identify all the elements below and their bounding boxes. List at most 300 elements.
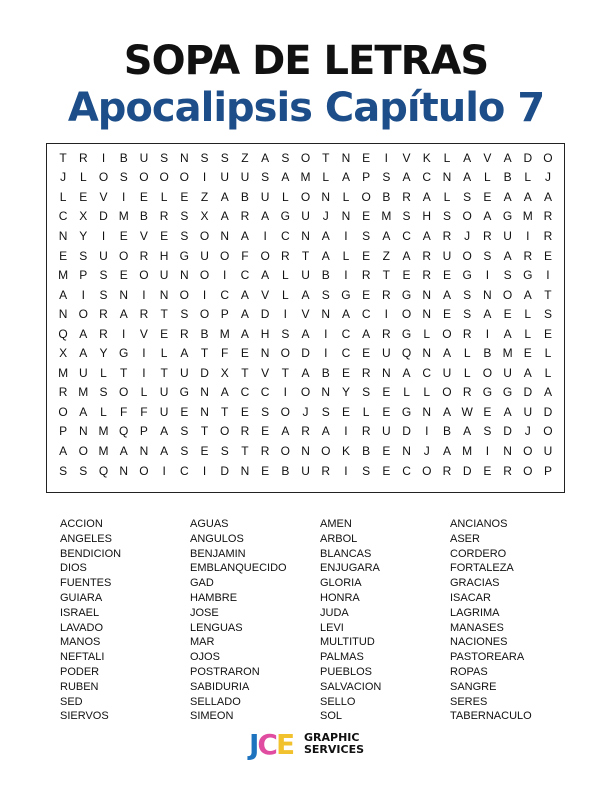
grid-cell: X	[200, 209, 209, 224]
grid-cell: S	[362, 463, 371, 478]
grid-cell: I	[344, 268, 348, 283]
grid-cell: L	[443, 189, 451, 204]
grid-cell: N	[58, 228, 68, 243]
grid-cell: E	[483, 189, 492, 204]
grid-cell: L	[59, 189, 67, 204]
grid-cell: N	[159, 287, 169, 302]
word-list	[60, 517, 580, 724]
grid-cell: L	[100, 365, 107, 380]
grid-cell: B	[321, 365, 330, 380]
grid-cell: R	[281, 248, 290, 263]
grid-cell: M	[78, 385, 89, 400]
grid-cell: U	[382, 346, 391, 361]
grid-cell: T	[382, 268, 391, 283]
grid-cell: O	[543, 424, 553, 439]
grid-cell: R	[159, 209, 169, 224]
grid-cell: L	[160, 346, 168, 361]
grid-cell: U	[382, 424, 391, 439]
word-item: PUEBLOS	[320, 665, 372, 678]
grid-cell: R	[462, 385, 472, 400]
grid-cell: R	[402, 189, 411, 204]
grid-cell: I	[283, 307, 287, 322]
grid-cell: P	[139, 424, 148, 439]
grid-cell: P	[362, 170, 371, 185]
grid-cell: U	[159, 268, 169, 283]
grid-cell: B	[321, 268, 330, 283]
grid-cell: U	[179, 365, 189, 380]
word-column	[60, 517, 190, 724]
grid-cell: O	[543, 150, 553, 165]
grid-cell: U	[260, 189, 270, 204]
grid-cell: I	[202, 287, 207, 302]
grid-cell: T	[221, 404, 229, 419]
grid-cell: O	[523, 463, 533, 478]
grid-cell: A	[79, 404, 88, 419]
grid-cell: S	[281, 150, 290, 165]
grid-cell: F	[221, 346, 229, 361]
grid-cell: L	[281, 268, 289, 283]
grid-cell: O	[260, 248, 270, 263]
grid-cell: M	[58, 268, 69, 283]
word-item: PALMAS	[320, 651, 364, 664]
grid-cell: E	[261, 463, 270, 478]
word-item: ISRAEL	[60, 606, 100, 619]
grid-cell: C	[240, 268, 250, 283]
grid-cell: C	[402, 463, 411, 478]
grid-cell: I	[122, 189, 126, 204]
grid-cell: E	[180, 189, 189, 204]
grid-cell: A	[301, 287, 310, 302]
grid-cell: F	[120, 404, 128, 419]
grid-cell: N	[78, 424, 88, 439]
grid-cell: A	[160, 443, 169, 458]
grid-cell: D	[523, 385, 533, 400]
grid-cell: C	[58, 209, 68, 224]
grid-cell: N	[382, 365, 391, 380]
grid-cell: S	[220, 150, 229, 165]
grid-cell: Z	[241, 150, 249, 165]
grid-cell: W	[461, 404, 473, 419]
grid-cell: O	[78, 443, 88, 458]
grid-cell: S	[79, 463, 88, 478]
logo-text	[304, 732, 364, 756]
grid-row	[53, 383, 558, 403]
grid-cell: E	[362, 248, 371, 263]
grid-cell: A	[402, 170, 411, 185]
grid-cell: H	[422, 209, 432, 224]
grid-cell: N	[200, 385, 209, 400]
grid-cell: T	[241, 365, 249, 380]
grid-cell: J	[423, 443, 430, 458]
grid-cell: E	[341, 365, 350, 380]
grid-cell: A	[240, 228, 249, 243]
grid-cell: E	[261, 424, 270, 439]
grid-cell: I	[122, 326, 126, 341]
grid-cell: I	[324, 346, 328, 361]
word-item: ASER	[450, 532, 480, 545]
grid-cell: T	[322, 150, 330, 165]
grid-cell: S	[180, 209, 189, 224]
grid-cell: A	[442, 404, 451, 419]
grid-cell: E	[59, 248, 68, 263]
grid-cell: A	[301, 326, 310, 341]
word-item: LAGRIMA	[450, 606, 500, 619]
grid-cell: A	[523, 287, 532, 302]
word-item: ANGULOS	[190, 532, 244, 545]
grid-cell: U	[301, 463, 310, 478]
grid-row	[53, 168, 558, 188]
word-item: NEFTALI	[60, 651, 105, 664]
logo-letter-c: C	[257, 728, 276, 761]
grid-cell: Q	[119, 424, 129, 439]
grid-cell: U	[220, 170, 230, 185]
grid-cell: G	[280, 209, 290, 224]
grid-cell: S	[321, 404, 330, 419]
grid-cell: A	[463, 170, 472, 185]
grid-cell: L	[322, 170, 330, 185]
grid-cell: U	[503, 365, 512, 380]
grid-cell: E	[341, 404, 350, 419]
grid-cell: R	[301, 424, 310, 439]
grid-cell: I	[344, 228, 348, 243]
grid-cell: A	[59, 443, 68, 458]
grid-cell: A	[240, 287, 249, 302]
grid-cell: A	[503, 248, 512, 263]
grid-cell: L	[160, 189, 168, 204]
word-item: BENDICION	[60, 547, 122, 560]
grid-cell: S	[200, 150, 209, 165]
grid-cell: X	[220, 365, 229, 380]
grid-cell: F	[140, 404, 148, 419]
word-column	[320, 517, 450, 724]
grid-cell: R	[99, 326, 108, 341]
grid-row	[53, 148, 558, 168]
grid-cell: P	[220, 307, 229, 322]
grid-cell: A	[523, 189, 532, 204]
grid-cell: A	[362, 326, 371, 341]
grid-cell: T	[160, 365, 168, 380]
grid-cell: N	[220, 228, 230, 243]
grid-cell: L	[524, 307, 532, 322]
grid-cell: R	[361, 424, 371, 439]
grid-cell: A	[523, 365, 532, 380]
grid-cell: A	[483, 209, 492, 224]
grid-cell: N	[119, 287, 129, 302]
grid-cell: A	[220, 189, 229, 204]
grid-cell: O	[58, 404, 68, 419]
grid-cell: L	[524, 326, 532, 341]
word-item: PASTOREARA	[450, 651, 525, 664]
letter-grid	[46, 143, 565, 493]
grid-cell: I	[283, 385, 287, 400]
grid-cell: E	[382, 463, 391, 478]
grid-cell: I	[223, 268, 227, 283]
grid-cell: P	[79, 268, 88, 283]
grid-cell: E	[382, 404, 391, 419]
word-item: BENJAMIN	[190, 547, 246, 560]
grid-cell: R	[483, 228, 492, 243]
grid-cell: O	[442, 326, 452, 341]
grid-cell: N	[422, 404, 432, 419]
grid-cell: O	[280, 346, 290, 361]
grid-cell: S	[119, 170, 128, 185]
grid-cell: N	[321, 307, 331, 322]
grid-cell: I	[344, 424, 348, 439]
grid-cell: S	[180, 228, 189, 243]
grid-row	[53, 207, 558, 227]
grid-cell: E	[483, 404, 492, 419]
grid-cell: S	[483, 248, 492, 263]
grid-cell: R	[442, 228, 452, 243]
grid-cell: B	[281, 463, 290, 478]
grid-cell: A	[240, 307, 249, 322]
grid-cell: N	[301, 443, 310, 458]
grid-cell: O	[361, 189, 371, 204]
grid-cell: O	[220, 248, 230, 263]
grid-row	[53, 285, 558, 305]
grid-cell: A	[503, 326, 512, 341]
grid-cell: A	[261, 209, 270, 224]
word-item: SIMEON	[190, 710, 234, 723]
grid-cell: R	[139, 307, 149, 322]
grid-cell: A	[422, 189, 431, 204]
grid-cell: B	[503, 170, 512, 185]
grid-cell: R	[543, 209, 553, 224]
grid-cell: S	[402, 209, 411, 224]
grid-cell: A	[321, 228, 330, 243]
logo-mark	[249, 728, 293, 762]
grid-cell: L	[544, 346, 552, 361]
grid-cell: A	[402, 248, 411, 263]
grid-cell: R	[321, 463, 331, 478]
grid-cell: G	[482, 385, 493, 400]
grid-cell: O	[401, 307, 412, 322]
grid-cell: A	[382, 228, 391, 243]
grid-cell: A	[59, 287, 68, 302]
grid-cell: L	[443, 150, 451, 165]
word-item: GAD	[190, 577, 214, 590]
grid-cell: E	[362, 209, 371, 224]
grid-cell: T	[200, 346, 209, 361]
word-item: GLORIA	[320, 577, 362, 590]
grid-cell: Q	[58, 326, 68, 341]
grid-cell: O	[523, 443, 533, 458]
grid-cell: L	[79, 170, 87, 185]
grid-cell: N	[341, 150, 351, 165]
grid-cell: L	[463, 365, 471, 380]
grid-cell: E	[160, 326, 169, 341]
word-item: ISACAR	[450, 591, 491, 604]
grid-cell: V	[139, 228, 148, 243]
grid-cell: V	[301, 307, 310, 322]
grid-cell: Q	[98, 463, 109, 478]
grid-cell: I	[202, 170, 207, 185]
grid-cell: V	[261, 365, 270, 380]
grid-row	[53, 461, 558, 481]
grid-cell: V	[99, 189, 108, 204]
word-item: SELLO	[320, 695, 356, 708]
grid-cell: N	[240, 463, 250, 478]
grid-cell: R	[543, 228, 553, 243]
grid-cell: O	[139, 170, 149, 185]
grid-cell: E	[543, 248, 552, 263]
grid-cell: R	[361, 365, 371, 380]
puzzle-subtitle: Apocalipsis Capítulo 7	[67, 85, 545, 131]
word-item: MANOS	[60, 636, 101, 649]
grid-cell: P	[59, 424, 68, 439]
word-item: FUENTES	[60, 577, 112, 590]
grid-cell: L	[362, 404, 370, 419]
grid-row	[53, 246, 558, 266]
grid-cell: R	[179, 326, 189, 341]
grid-cell: I	[101, 150, 106, 165]
grid-cell: I	[142, 287, 146, 302]
word-item: LEVI	[320, 621, 344, 634]
word-item: LAVADO	[60, 621, 103, 634]
grid-cell: L	[342, 248, 350, 263]
grid-cell: I	[324, 326, 328, 341]
grid-cell: N	[260, 346, 270, 361]
grid-cell: C	[422, 365, 432, 380]
grid-cell: G	[502, 385, 513, 400]
word-item: BLANCAS	[320, 547, 372, 560]
grid-cell: Y	[79, 228, 88, 243]
grid-cell: O	[179, 287, 189, 302]
grid-cell: C	[260, 385, 270, 400]
grid-cell: M	[58, 365, 69, 380]
grid-cell: A	[422, 228, 431, 243]
grid-cell: A	[160, 424, 169, 439]
grid-cell: G	[179, 248, 189, 263]
grid-cell: Y	[99, 346, 108, 361]
grid-cell: A	[463, 150, 472, 165]
grid-cell: U	[301, 268, 310, 283]
grid-cell: O	[139, 463, 149, 478]
grid-cell: E	[240, 346, 249, 361]
grid-cell: O	[78, 307, 88, 322]
grid-cell: U	[543, 443, 553, 458]
grid-cell: K	[422, 150, 431, 165]
word-item: GUIARA	[60, 591, 103, 604]
grid-cell: X	[59, 346, 68, 361]
grid-cell: L	[100, 404, 107, 419]
grid-cell: O	[462, 209, 472, 224]
grid-cell: T	[301, 248, 310, 263]
grid-cell: S	[281, 326, 290, 341]
word-item: JUDA	[320, 606, 349, 619]
grid-cell: R	[240, 424, 250, 439]
grid-cell: E	[382, 443, 391, 458]
word-item: CORDERO	[450, 547, 507, 560]
word-item: ANCIANOS	[450, 518, 508, 530]
grid-cell: Y	[341, 385, 350, 400]
grid-cell: O	[280, 404, 290, 419]
grid-cell: A	[503, 150, 512, 165]
grid-cell: E	[523, 346, 532, 361]
grid-cell: O	[98, 170, 109, 185]
grid-cell: R	[260, 443, 270, 458]
grid-cell: S	[543, 307, 552, 322]
word-item: RUBEN	[60, 680, 99, 693]
grid-cell: S	[503, 268, 512, 283]
grid-cell: A	[119, 307, 128, 322]
grid-cell: S	[382, 170, 391, 185]
word-item: ACCION	[60, 518, 103, 530]
grid-cell: S	[463, 307, 472, 322]
grid-cell: L	[281, 287, 289, 302]
grid-row	[53, 187, 558, 207]
word-item: DIOS	[60, 562, 87, 575]
grid-row	[53, 363, 558, 383]
grid-cell: I	[81, 287, 85, 302]
grid-cell: S	[59, 463, 68, 478]
grid-cell: L	[281, 189, 289, 204]
grid-cell: R	[523, 248, 533, 263]
grid-row	[53, 324, 558, 344]
grid-cell: M	[381, 209, 392, 224]
grid-cell: B	[240, 189, 249, 204]
grid-cell: E	[362, 287, 371, 302]
word-item: ROPAS	[450, 665, 488, 678]
grid-cell: I	[162, 463, 166, 478]
grid-cell: O	[159, 170, 169, 185]
grid-cell: L	[140, 385, 148, 400]
grid-cell: V	[261, 287, 270, 302]
grid-cell: S	[99, 268, 108, 283]
grid-cell: M	[462, 443, 473, 458]
grid-cell: R	[422, 248, 432, 263]
logo-line-2: SERVICES	[304, 743, 365, 756]
grid-cell: J	[524, 424, 531, 439]
grid-cell: O	[139, 268, 149, 283]
word-item: SALVACION	[320, 680, 382, 693]
grid-cell: N	[321, 189, 331, 204]
grid-cell: S	[261, 404, 270, 419]
grid-cell: T	[200, 424, 209, 439]
grid-row	[53, 441, 558, 461]
word-item: AGUAS	[190, 518, 229, 530]
grid-cell: E	[442, 307, 451, 322]
grid-cell: O	[300, 385, 311, 400]
grid-cell: D	[260, 307, 270, 322]
grid-cell: M	[98, 443, 109, 458]
grid-cell: A	[220, 385, 229, 400]
grid-cell: S	[463, 287, 472, 302]
grid-cell: R	[503, 463, 512, 478]
word-item: SANGRE	[450, 680, 497, 693]
grid-cell: V	[483, 150, 492, 165]
grid-cell: A	[442, 287, 451, 302]
word-item: POSTRARON	[190, 665, 260, 678]
grid-cell: O	[482, 365, 493, 380]
grid-cell: U	[442, 248, 452, 263]
grid-cell: R	[422, 268, 432, 283]
grid-cell: S	[362, 228, 371, 243]
grid-cell: U	[523, 404, 533, 419]
word-item: MANASES	[450, 621, 504, 634]
grid-cell: M	[300, 170, 311, 185]
grid-cell: R	[382, 326, 391, 341]
grid-cell: O	[300, 150, 311, 165]
grid-cell: B	[119, 150, 128, 165]
grid-cell: N	[402, 443, 411, 458]
grid-cell: A	[463, 424, 472, 439]
grid-cell: A	[543, 189, 552, 204]
grid-cell: R	[78, 150, 88, 165]
word-column	[190, 517, 320, 724]
grid-cell: I	[425, 424, 429, 439]
grid-cell: K	[341, 443, 350, 458]
